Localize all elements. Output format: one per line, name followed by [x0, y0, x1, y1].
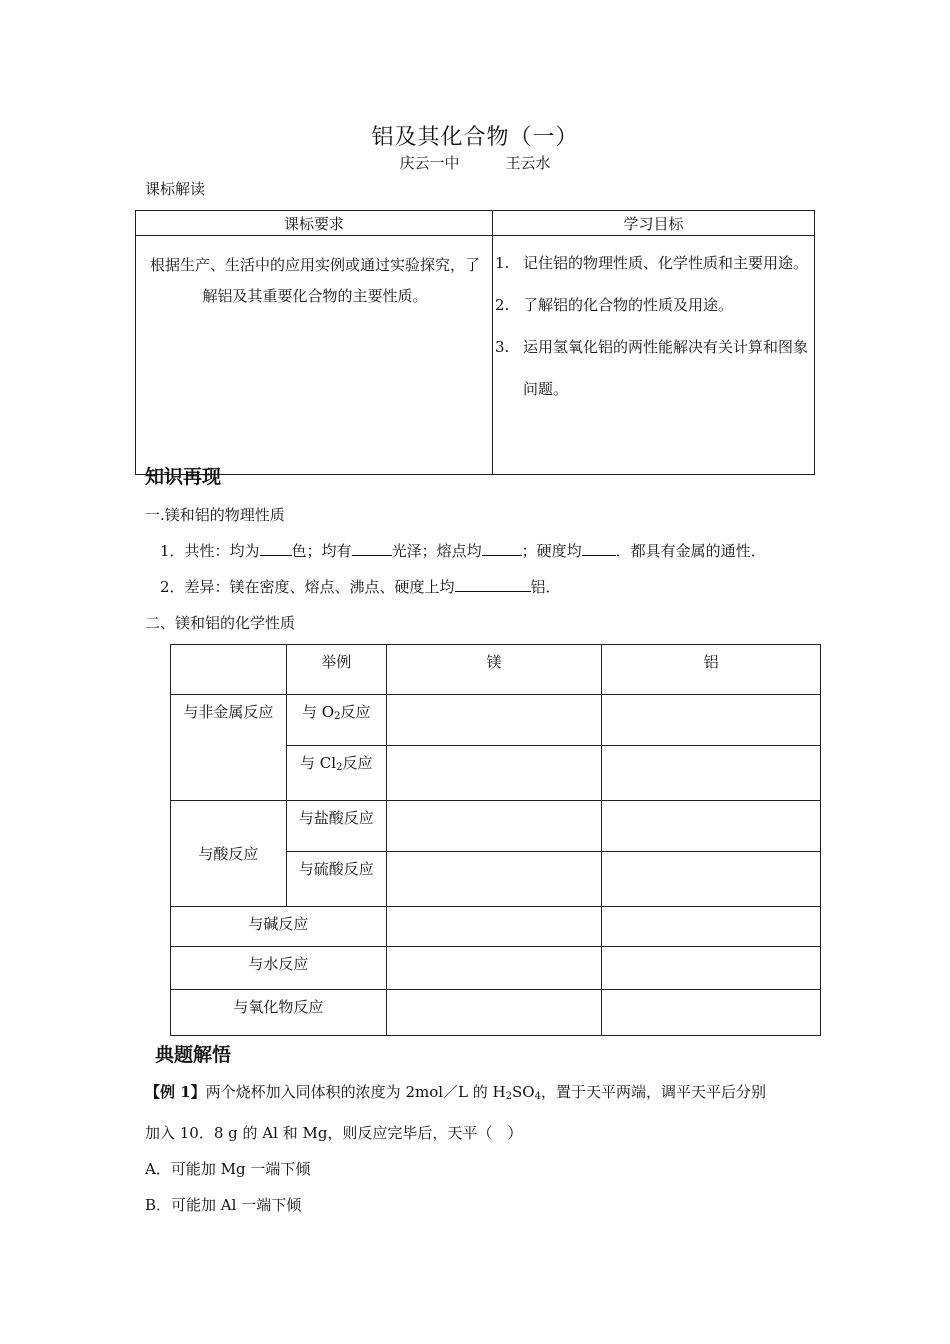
option-a[interactable]: A．可能加 Mg 一端下倾: [145, 1160, 311, 1178]
standards-requirement-text: 根据生产、生活中的应用实例或通过实验探究，了解铝及其重要化合物的主要性质。: [136, 236, 493, 475]
answer-cell-al[interactable]: [602, 947, 821, 990]
answer-cell-mg[interactable]: [386, 947, 602, 990]
row-o2: [286, 695, 386, 746]
knowledge-heading: 知识再现: [145, 466, 222, 488]
example1-line2: 加入 10．8 g 的 Al 和 Mg，则反应完毕后，天平（ ）: [145, 1124, 523, 1142]
text-segment: 反应: [340, 703, 371, 721]
text-segment: ．都具有金属的通性．: [615, 542, 766, 560]
subscript: 4: [534, 1091, 541, 1102]
differences-line: [160, 576, 561, 597]
standards-header-requirement: 课标要求: [136, 211, 493, 236]
answer-cell-al[interactable]: [602, 907, 821, 947]
author-school: 庆云一中: [399, 154, 460, 172]
author-line: [0, 152, 950, 173]
group-nonmetal: 与非金属反应: [171, 695, 287, 801]
fill-blank[interactable]: [482, 541, 522, 556]
header-aluminum: 铝: [602, 645, 821, 695]
fill-blank[interactable]: [582, 541, 616, 556]
option-b[interactable]: B．可能加 Al 一端下倾: [145, 1196, 302, 1214]
goal-text: 记住铝的物理性质、化学性质和主要用途。: [523, 254, 809, 272]
goal-number: 2.: [495, 296, 510, 314]
examples-heading: 典题解悟: [155, 1044, 232, 1066]
subscript: 2: [336, 762, 343, 773]
answer-cell-al[interactable]: [602, 990, 821, 1036]
section-label: 课标解读: [145, 180, 206, 198]
example1-line1: [145, 1081, 766, 1102]
goal-text: 运用氢氧化铝的两性能解决有关计算和图象问题。: [523, 338, 809, 398]
answer-cell-al[interactable]: [602, 801, 821, 852]
text-segment: 2．差异：镁在密度、熔点、沸点、硬度上均: [160, 578, 455, 596]
chemical-properties-title: 二、镁和铝的化学性质: [145, 614, 296, 632]
answer-cell-mg[interactable]: [386, 801, 602, 852]
answer-cell-al[interactable]: [602, 746, 821, 801]
row-h2so4: 与硫酸反应: [286, 852, 386, 907]
goal-item: [493, 284, 814, 326]
empty-header-cell: [171, 645, 287, 695]
text-segment: 色；均有: [291, 542, 352, 560]
subscript: 2: [505, 1091, 512, 1102]
chemical-properties-table: [170, 644, 821, 1036]
text-segment: ；硬度均: [521, 542, 582, 560]
row-water: 与水反应: [171, 947, 387, 990]
text-segment: 光泽；熔点均: [391, 542, 482, 560]
fill-blank[interactable]: [352, 541, 392, 556]
standards-goals-cell: [493, 236, 815, 475]
text-segment: 1．共性：均为: [160, 542, 260, 560]
row-cl2: [286, 746, 386, 801]
answer-cell-al[interactable]: [602, 695, 821, 746]
text-segment: 与 O: [302, 703, 335, 721]
subscript: 2: [334, 711, 341, 722]
row-oxide: 与氧化物反应: [171, 990, 387, 1036]
fill-blank[interactable]: [260, 541, 292, 556]
text-segment: 两个烧杯加入同体积的浓度为 2mol／L 的 H: [205, 1083, 506, 1101]
fill-blank[interactable]: [455, 577, 531, 592]
text-segment: 反应: [342, 754, 373, 772]
document-title: 铝及其化合物（一）: [371, 125, 579, 150]
answer-cell-mg[interactable]: [386, 852, 602, 907]
common-properties-line: [160, 540, 766, 561]
goal-item: [493, 242, 814, 284]
author-name: 王云水: [505, 154, 551, 172]
physical-properties-title: 一.镁和铝的物理性质: [145, 506, 285, 524]
row-hcl: 与盐酸反应: [286, 801, 386, 852]
answer-cell-al[interactable]: [602, 852, 821, 907]
header-example: 举例: [286, 645, 386, 695]
text-segment: SO: [512, 1083, 535, 1101]
example-tag: 【例 1】: [145, 1083, 206, 1101]
standards-table: [135, 210, 815, 475]
row-base: 与碱反应: [171, 907, 387, 947]
text-segment: 铝．: [530, 578, 561, 596]
goal-text: 了解铝的化合物的性质及用途。: [523, 296, 734, 314]
answer-cell-mg[interactable]: [386, 746, 602, 801]
goal-number: 1.: [495, 254, 510, 272]
group-acid: 与酸反应: [171, 801, 287, 907]
answer-cell-mg[interactable]: [386, 907, 602, 947]
text-segment: 与 Cl: [300, 754, 337, 772]
goal-number: 3.: [495, 338, 510, 356]
answer-cell-mg[interactable]: [386, 990, 602, 1036]
answer-cell-mg[interactable]: [386, 695, 602, 746]
header-magnesium: 镁: [386, 645, 602, 695]
text-segment: ，置于天平两端，调平天平后分别: [540, 1083, 766, 1101]
standards-header-goals: 学习目标: [493, 211, 815, 236]
goal-item: [493, 326, 814, 410]
